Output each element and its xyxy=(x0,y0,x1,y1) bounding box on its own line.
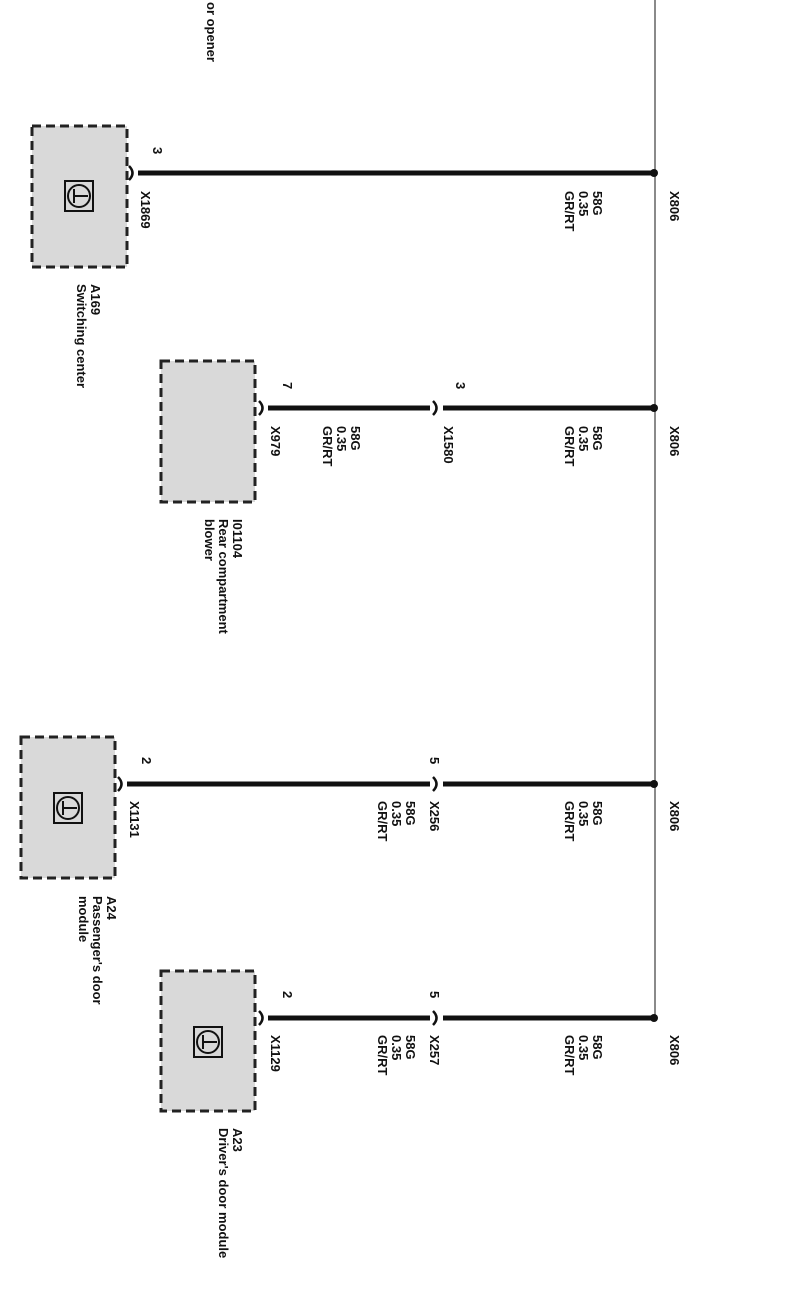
wire-size: 0.35 xyxy=(389,801,404,827)
wire-circuit: 58G xyxy=(590,1035,605,1060)
component-id: A24 xyxy=(104,896,119,920)
wire-circuit: 58G xyxy=(348,426,363,451)
wire-color: GR/RT xyxy=(562,1035,577,1076)
splice-name: X806 xyxy=(667,801,682,832)
wire-circuit: 58G xyxy=(403,801,418,826)
component-id: I01104 xyxy=(230,519,245,559)
wire-circuit: 58G xyxy=(403,1035,418,1060)
circuit-i01104 xyxy=(161,361,682,635)
pin-number: 2 xyxy=(139,757,154,765)
wire-circuit: 58G xyxy=(590,426,605,451)
connector-name: X979 xyxy=(268,426,283,457)
pin-number: 5 xyxy=(427,991,442,999)
wire-size: 0.35 xyxy=(576,191,591,217)
circuit-a24 xyxy=(21,737,682,1005)
connector-name: X1131 xyxy=(127,801,142,838)
splice-dot-icon xyxy=(650,1014,658,1022)
circuit-a169 xyxy=(32,126,682,388)
connector-name: X256 xyxy=(427,801,442,832)
connector-tab-icon xyxy=(259,401,263,415)
connector-name: X257 xyxy=(427,1035,442,1066)
top-fragment-label: or opener xyxy=(204,2,219,62)
splice-name: X806 xyxy=(667,191,682,222)
pin-number: 3 xyxy=(150,147,165,155)
component-id: A169 xyxy=(88,284,103,316)
component-id: A23 xyxy=(230,1128,245,1152)
connector-tab-icon xyxy=(259,1011,263,1025)
connector-tab-icon xyxy=(433,777,437,791)
wire-size: 0.35 xyxy=(334,426,349,452)
splice-dot-icon xyxy=(650,780,658,788)
connector-tab-icon xyxy=(433,401,437,415)
wire-circuit: 58G xyxy=(590,801,605,826)
pin-number: 7 xyxy=(280,382,295,390)
pin-number: 5 xyxy=(427,757,442,765)
component-name: blower xyxy=(202,519,217,561)
wire-size: 0.35 xyxy=(576,426,591,452)
component-name: module xyxy=(76,896,91,943)
component-box-i01104[interactable] xyxy=(161,361,255,502)
connector-name: X1869 xyxy=(138,191,153,229)
splice-name: X806 xyxy=(667,1035,682,1066)
splice-dot-icon xyxy=(650,169,658,177)
connector-tab-icon xyxy=(118,777,122,791)
splice-name: X806 xyxy=(667,426,682,457)
wire-color: GR/RT xyxy=(562,191,577,232)
connector-name: X1580 xyxy=(441,426,456,464)
wire-color: GR/RT xyxy=(375,1035,390,1076)
component-name: Passenger's door xyxy=(90,896,105,1005)
wire-size: 0.35 xyxy=(389,1035,404,1061)
wire-color: GR/RT xyxy=(375,801,390,842)
component-name: Switching center xyxy=(74,284,89,389)
component-name: Rear compartment xyxy=(216,519,231,634)
component-name: Driver's door module xyxy=(216,1128,231,1259)
wire-color: GR/RT xyxy=(562,801,577,842)
wire-circuit: 58G xyxy=(590,191,605,216)
connector-tab-icon xyxy=(433,1011,437,1025)
wire-color: GR/RT xyxy=(562,426,577,467)
wire-size: 0.35 xyxy=(576,1035,591,1061)
connector-name: X1129 xyxy=(268,1035,283,1072)
wire-size: 0.35 xyxy=(576,801,591,827)
wire-color: GR/RT xyxy=(320,426,335,467)
pin-number: 3 xyxy=(453,382,468,390)
circuit-a23 xyxy=(161,971,682,1258)
splice-dot-icon xyxy=(650,404,658,412)
pin-number: 2 xyxy=(280,991,295,999)
connector-tab-icon xyxy=(129,166,133,180)
